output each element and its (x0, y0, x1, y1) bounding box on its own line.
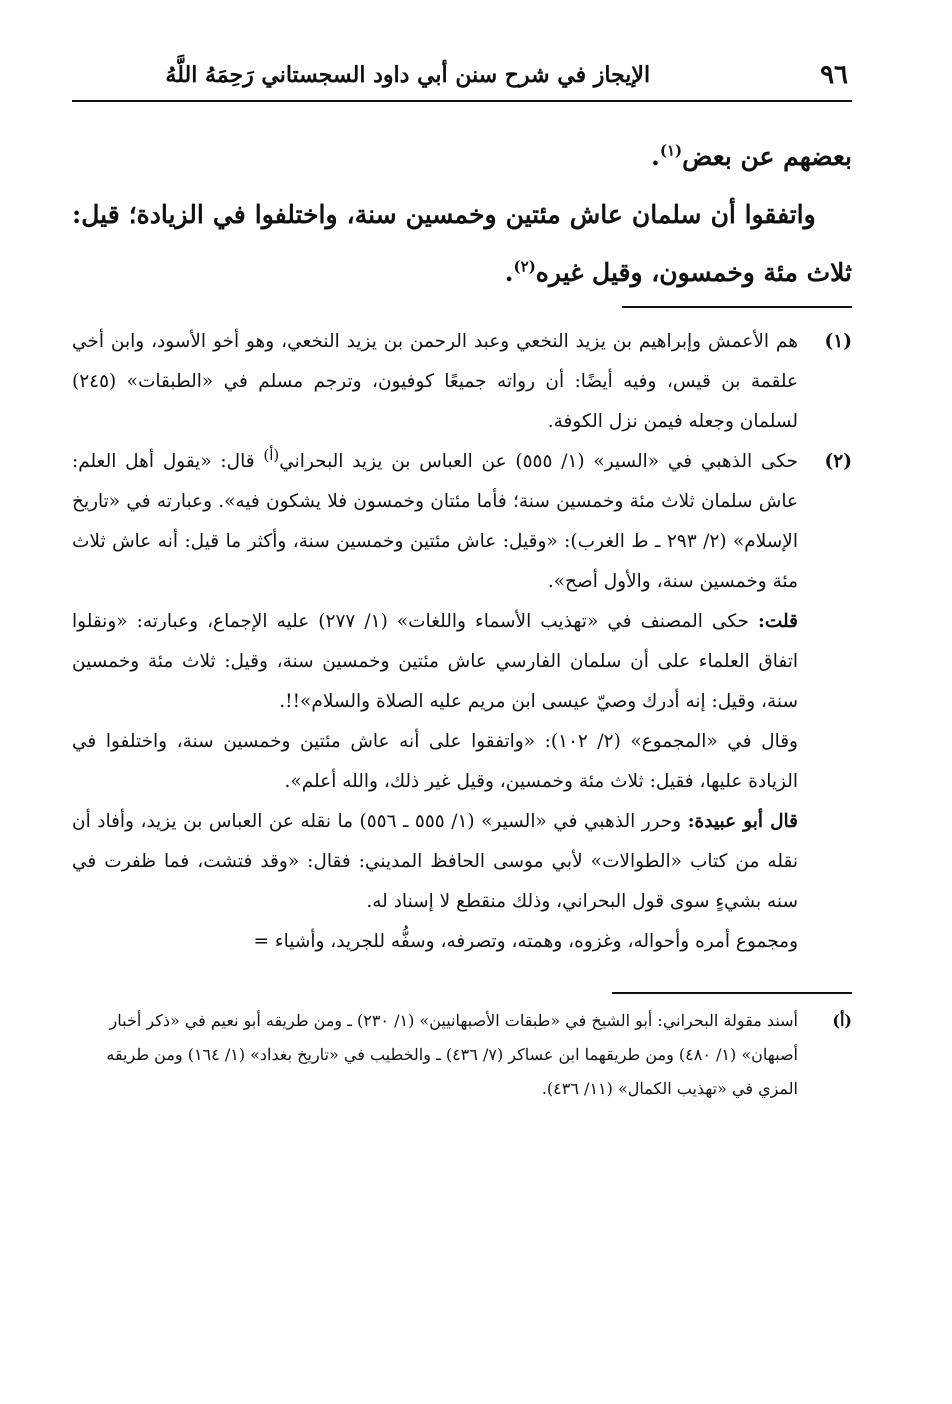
main-text (72, 128, 852, 302)
page-header (72, 50, 852, 102)
footnote-text: وحرر الذهبي في «السير» (١/ ٥٥٥ ـ ٥٥٦) ما نقله عن العباس بن يزيد، وأفاد أن نقله من كتاب «الطوالات» لأبي موسى الحافظ المديني: فقال: «وقد فتشت، فما ظفرت في سنه بشيءٍ سوى قول البحراني، وذلك منقطع لا إسناد له. (72, 811, 798, 912)
subfootnote-marker: (أ) (832, 1011, 852, 1030)
footnote-paragraph: وقال في «المجموع» (٢/ ١٠٢): «واتفقوا على أنه عاش مئتين وخمسين سنة، واختلفوا في الزيادة عليها، فقيل: ثلاث مئة وخمسين، وقيل غير ذلك، والله أعلم». (72, 731, 798, 792)
footnote-paragraph (72, 442, 798, 602)
main-paragraph-text: واتفقوا أن سلمان عاش مئتين وخمسين سنة، واختلفوا في الزيادة؛ قيل: ثلاث مئة وخمسون، وقيل غيره (72, 200, 852, 287)
page-number: ٩٦ (820, 60, 848, 90)
paragraph-lead: قال أبو عبيدة: (687, 811, 798, 832)
main-paragraph-text: بعضهم عن بعض (682, 142, 852, 171)
punctuation: . (651, 142, 660, 171)
footnote-text: هم الأعمش وإبراهيم بن يزيد النخعي وعبد الرحمن بن يزيد النخعي، وهو أخو الأسود، وابن أخي علقمة بن قيس، وفيه أيضًا: أن رواته جميعًا كوفيون، وترجم مسلم في «الطبقات» (٢٤٥) لسلمان وجعله فيمن نزل الكوفة. (72, 331, 798, 432)
book-page (72, 50, 852, 1106)
footnote-paragraph (72, 802, 798, 922)
subfootnotes (72, 1004, 852, 1106)
footnote-reference[interactable]: (٢) (513, 257, 536, 276)
punctuation: . (504, 258, 514, 287)
subfootnote-text: أسند مقولة البحراني: أبو الشيخ في «طبقات الأصبهانيين» (١/ ٢٣٠) ـ ومن طريقه أبو نعيم في «ذكر أخبار أصبهان» (١/ ٤٨٠) ومن طريقهما ابن عساكر (٧/ ٤٣٦) ـ والخطيب في «تاريخ بغداد» (١/ ١٦٤) ومن طريقه المزي في «تهذيب الكمال» (١١/ ٤٣٦). (106, 1011, 798, 1098)
footnote-body (72, 322, 798, 442)
footnote-text: حكى المصنف في «تهذيب الأسماء واللغات» (١/ ٢٧٧) عليه الإجماع، وعبارته: «ونقلوا اتفاق العلماء على أن سلمان الفارسي عاش مئتين وخمسين سنة، وقيل: ثلاث مئة وخمسين سنة، وقيل: إنه أدرك وصيّ عيسى ابن مريم عليه الصلاة والسلام»!!. (72, 611, 798, 712)
footnote-separator (622, 306, 852, 308)
main-paragraph (72, 128, 852, 186)
footnote-text: قال: «يقول أهل العلم: عاش سلمان ثلاث مئة وخمسين سنة؛ فأما مئتان وخمسون فلا يشكون فيه». وعبارته في «تاريخ الإسلام» (٢/ ٢٩٣ ـ ط الغرب): «وقيل: عاش مئتين وخمسين سنة، وأكثر ما قيل: أنه عاش ثلاث مئة وخمسين سنة، والأول أصح». (72, 451, 798, 592)
footnote-marker: (٢) (824, 451, 852, 472)
footnote-2 (72, 442, 852, 962)
subfootnote-reference[interactable]: (أ) (263, 445, 280, 464)
footnote-text: حكى الذهبي في «السير» (١/ ٥٥٥) عن العباس بن يزيد البحراني (279, 451, 798, 472)
paragraph-lead: قلت: (758, 611, 798, 632)
footnote-marker: (١) (824, 331, 852, 352)
footnote-reference[interactable]: (١) (659, 141, 683, 160)
footnote-paragraph: ومجموع أمره وأحواله، وغزوه، وهمته، وتصرفه، وسفُّه للجريد، وأشياء = (253, 931, 798, 952)
footnote-paragraph (72, 602, 798, 722)
subfootnote-body (72, 1004, 798, 1106)
footnote-1 (72, 322, 852, 442)
footnotes (72, 322, 852, 962)
subfootnote-separator (612, 992, 852, 994)
main-paragraph (72, 186, 852, 302)
running-title: الإيجاز في شرح سنن أبي داود السجستاني رَحِمَهُ اللَّهُ (165, 62, 651, 88)
footnote-body (72, 442, 798, 962)
subfootnote-a (72, 1004, 852, 1106)
